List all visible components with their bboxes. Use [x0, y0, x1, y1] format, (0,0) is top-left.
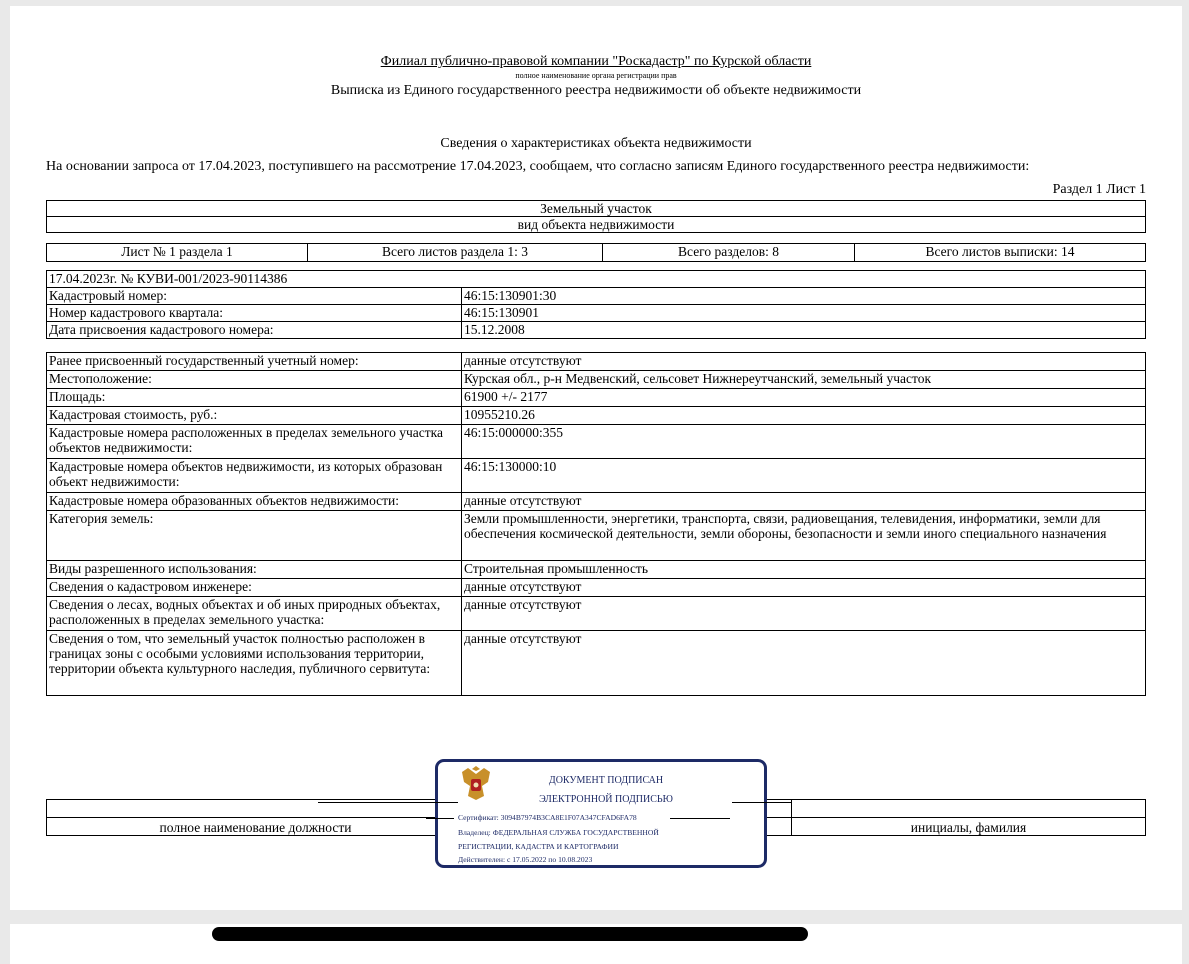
object-type-table: [46, 200, 1146, 233]
object-type-caption: вид объекта недвижимости: [47, 217, 1146, 233]
table-row: [47, 353, 1146, 371]
row-value: Строительная промышленность: [462, 561, 1146, 579]
name-caption: инициалы, фамилия: [792, 818, 1146, 836]
table-row: [47, 579, 1146, 597]
row-label: Кадастровая стоимость, руб.:: [47, 407, 462, 425]
table-row: [47, 493, 1146, 511]
row-label: Сведения о том, что земельный участок полностью расположен в границах зоны с особыми условиями использования территории, территории объекта культурного наследия, публичного сервитута:: [47, 631, 462, 696]
row-label: Площадь:: [47, 389, 462, 407]
row-value: 15.12.2008: [462, 322, 1146, 339]
stamp-heading: ДОКУМЕНТ ПОДПИСАН: [548, 775, 664, 786]
details-table: [46, 352, 1146, 696]
stamp-owner: Владелец: ФЕДЕРАЛЬНАЯ СЛУЖБА ГОСУДАРСТВЕННОЙ: [458, 828, 659, 837]
table-row: [47, 511, 1146, 561]
document-title: Выписка из Единого государственного реестра недвижимости об объекте недвижимости: [330, 83, 862, 98]
row-value: Земли промышленности, энергетики, транспорта, связи, радиовещания, телевидения, информатики, земли для обеспечения космической деятельности, земли обороны, безопасности и земли иного специального назначения: [462, 511, 1146, 561]
stamp-divider: [426, 818, 454, 819]
sheets-in-section: Всего листов раздела 1: 3: [308, 244, 603, 262]
sheets-table: [46, 243, 1146, 262]
row-value: данные отсутствуют: [462, 353, 1146, 371]
stamp-divider: [732, 802, 792, 803]
table-row: [47, 288, 1146, 305]
row-value: данные отсутствуют: [462, 579, 1146, 597]
section-sheet: Раздел 1 Лист 1: [1052, 182, 1146, 197]
stamp-divider: [670, 818, 730, 819]
stamp-owner-cont: РЕГИСТРАЦИИ, КАДАСТРА И КАРТОГРАФИИ: [458, 842, 619, 851]
coat-of-arms-icon: [458, 766, 494, 802]
row-label: Местоположение:: [47, 371, 462, 389]
row-value: данные отсутствуют: [462, 631, 1146, 696]
table-row: [47, 389, 1146, 407]
row-value: Курская обл., р-н Медвенский, сельсовет Нижнереутчанский, земельный участок: [462, 371, 1146, 389]
org-name-caption: полное наименование органа регистрации прав: [515, 71, 677, 80]
table-row: [47, 597, 1146, 631]
table-row: [47, 371, 1146, 389]
row-label: Категория земель:: [47, 511, 462, 561]
table-row: [47, 561, 1146, 579]
row-value: 61900 +/- 2177: [462, 389, 1146, 407]
table-row: [47, 459, 1146, 493]
sheet-number: Лист № 1 раздела 1: [47, 244, 308, 262]
row-label: Дата присвоения кадастрового номера:: [47, 322, 462, 339]
table-row: [47, 322, 1146, 339]
row-label: Кадастровые номера объектов недвижимости, из которых образован объект недвижимости:: [47, 459, 462, 493]
row-value: данные отсутствуют: [462, 493, 1146, 511]
main-info-table: [46, 270, 1146, 339]
table-row: [47, 425, 1146, 459]
stamp-validity: Действителен: с 17.05.2022 по 10.08.2023: [458, 855, 593, 864]
total-sections: Всего разделов: 8: [603, 244, 855, 262]
basis-text: На основании запроса от 17.04.2023, поступившего на рассмотрение 17.04.2023, сообщаем, что согласно записям Единого государственного реестра недвижимости:: [46, 159, 1030, 174]
row-label: Кадастровые номера образованных объектов недвижимости:: [47, 493, 462, 511]
row-label: Ранее присвоенный государственный учетный номер:: [47, 353, 462, 371]
table-row: [47, 631, 1146, 696]
row-label: Кадастровые номера расположенных в пределах земельного участка объектов недвижимости:: [47, 425, 462, 459]
horizontal-scrollbar[interactable]: [212, 927, 808, 941]
row-label: Виды разрешенного использования:: [47, 561, 462, 579]
row-value: 46:15:130000:10: [462, 459, 1146, 493]
stamp-subheading: ЭЛЕКТРОННОЙ ПОДПИСЬЮ: [539, 794, 673, 805]
object-type: Земельный участок: [47, 201, 1146, 217]
row-label: Сведения о лесах, водных объектах и об иных природных объектах, расположенных в пределах земельного участка:: [47, 597, 462, 631]
table-row: [47, 407, 1146, 425]
row-value: 46:15:130901: [462, 305, 1146, 322]
org-name: Филиал публично-правовой компании "Роскадастр" по Курской области: [380, 54, 812, 69]
e-signature-stamp: [435, 759, 767, 868]
row-label: Номер кадастрового квартала:: [47, 305, 462, 322]
position-caption: полное наименование должности: [47, 818, 465, 836]
stamp-certificate: Сертификат: 3094B7974B3CA8E1F07A347CFAD6FA78: [458, 813, 637, 822]
record-number: 17.04.2023г. № КУВИ-001/2023-90114386: [47, 271, 1146, 288]
total-sheets: Всего листов выписки: 14: [855, 244, 1146, 262]
table-row: [47, 305, 1146, 322]
row-label: Сведения о кадастровом инженере:: [47, 579, 462, 597]
row-value: 10955210.26: [462, 407, 1146, 425]
stamp-divider: [318, 802, 458, 803]
row-value: данные отсутствуют: [462, 597, 1146, 631]
section-title: Сведения о характеристиках объекта недвижимости: [440, 136, 752, 151]
row-label: Кадастровый номер:: [47, 288, 462, 305]
row-value: 46:15:130901:30: [462, 288, 1146, 305]
row-value: 46:15:000000:355: [462, 425, 1146, 459]
